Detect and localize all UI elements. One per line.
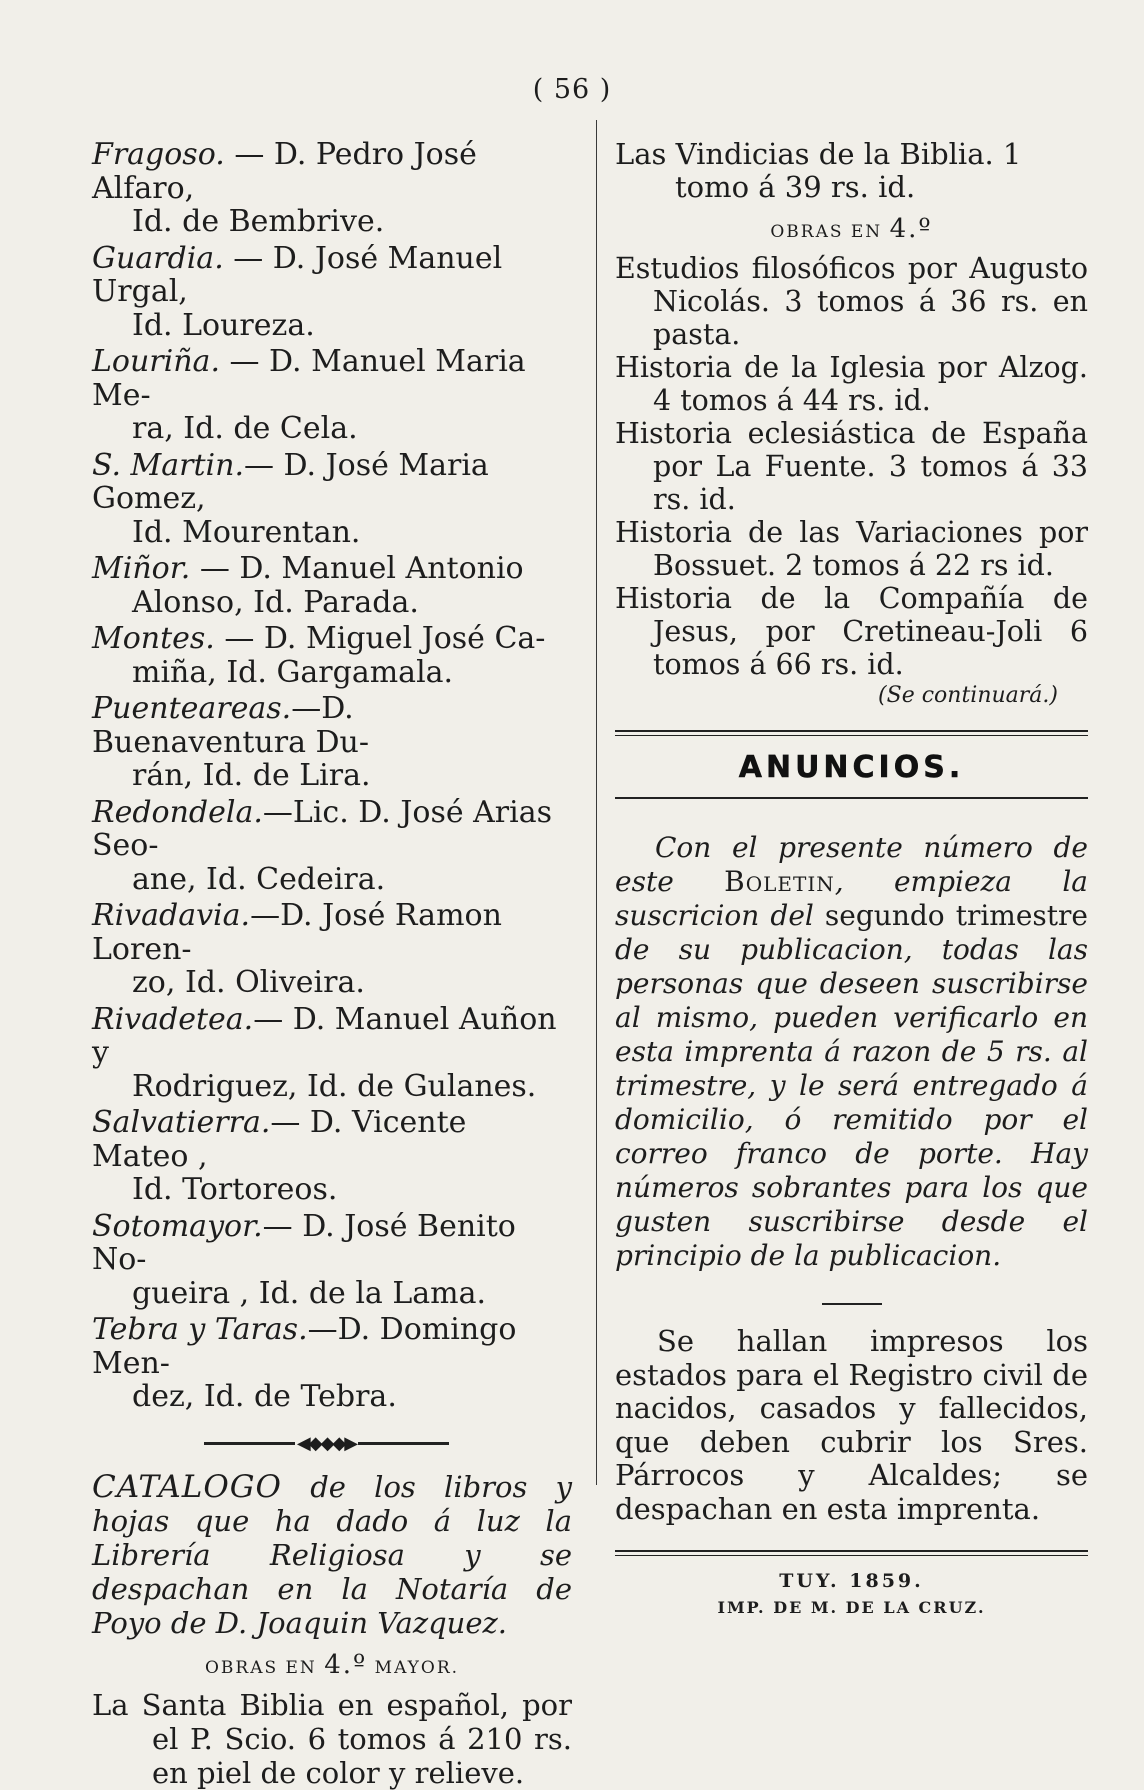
official-entry [92,622,572,689]
official-name: —D. Buenaventura Du- [92,691,370,760]
place-name: Louriña. [92,344,220,379]
left-column [92,138,572,1790]
book-item: Historia de la Compañía de Jesus, por Cretineau-Joli 6 tomos á 66 rs. id. [615,582,1088,681]
right-column [615,138,1088,1617]
notice-part4: de su publicacion, todas las personas que deseen suscribirse al mismo, pueden verificarlo en esta imprenta á razon de 5 rs. al trimestre, y le será entregado á domicilio, ó remitido por el correo franco de porte. Hay números sobrantes para los que gusten suscribirse desde el principio de la publicacion. [615,933,1088,1272]
official-name: — D. Pedro José Alfaro, [92,137,477,206]
official-entry [92,1210,572,1311]
imprint-city: TUY. 1859. [779,1570,924,1592]
double-rule [615,1550,1088,1556]
book-item: Historia de las Variaciones por Bossuet. 2 tomos á 22 rs id. [615,516,1088,582]
official-entry [92,449,572,550]
official-name: —Lic. D. José Arias Seo- [92,794,553,863]
official-name: — D. Manuel Auñon y [92,1001,557,1070]
place-name: Sotomayor. [92,1208,263,1244]
official-deputy: ra, Id. de Cela. [132,411,358,446]
official-deputy: Alonso, Id. Parada. [132,584,419,620]
official-deputy: rán, Id. de Lira. [132,758,371,793]
rule [615,797,1088,799]
continued-note: (Se continuará.) [878,683,1058,708]
officials-list [92,138,572,1414]
civil-registry-notice: Se hallan impresos los estados para el Registro civil de nacidos, casados y fallecidos, que deben cubrir los Sres. Párrocos y Alcaldes; se despachan en esta imprenta. [615,1324,1088,1526]
announcements-title: ANUNCIOS. [738,750,965,785]
place-name: Puenteareas. [92,691,292,726]
official-name: — D. Vicente Mateo , [92,1105,467,1174]
catalog-heading [92,1470,572,1640]
imprint-press: IMP. DE M. DE LA CRUZ. [717,1598,986,1617]
official-deputy: ane, Id. Cedeira. [132,861,386,897]
column-divider [596,120,597,1485]
official-entry [92,1313,572,1414]
notice-boletin: Boletin [724,865,835,898]
place-name: Redondela. [92,794,263,830]
section-head-small: OBRAS EN [204,1657,317,1678]
official-entry [92,345,572,446]
official-deputy: Id. Mourentan. [132,514,361,550]
official-entry [92,899,572,1000]
official-deputy: Id. de Bembrive. [132,204,385,239]
official-deputy: Id. Tortoreos. [132,1172,338,1207]
place-name: Guardia. [92,240,224,276]
section-head-tail: MAYOR. [374,1657,460,1678]
place-name: Rivadetea. [92,1001,254,1037]
notice-part1: Con el presente número de este [615,831,1088,898]
section-head-small: OBRAS EN [770,222,883,242]
catalog-entry: La Santa Biblia en español, por el P. Scio. 6 tomos á 210 rs. en piel de color y relieve. [92,1687,572,1790]
official-name: —D. José Ramon Loren- [92,898,502,967]
catalog-description: de los libros y hojas que ha dado á luz la Librería Religiosa y se despachan en la Notaría de Poyo de D. Joaquin Vazquez. [92,1469,572,1640]
official-name: — D. Manuel Antonio [190,551,524,586]
section-head-big: 4.º [324,1649,368,1680]
catalog-title: CATALOGO [92,1468,282,1505]
official-entry [92,692,572,793]
place-name: S. Martin. [92,447,245,483]
official-name: — D. José Manuel Urgal, [92,240,503,309]
right-section-head [615,214,1088,244]
place-name: Tebra y Taras. [92,1312,308,1347]
official-deputy: dez, Id. de Tebra. [132,1379,397,1414]
section-head-big: 4.º [889,214,933,244]
official-entry [92,796,572,897]
official-entry [92,138,572,239]
official-deputy: gueira , Id. de la Lama. [132,1275,487,1311]
official-entry [92,242,572,343]
official-entry [92,552,572,619]
catalog-section-head [92,1650,572,1680]
place-name: Miñor. [92,551,191,586]
official-name: — D. José Maria Gomez, [92,447,489,516]
catalog-intro-entry: Las Vindicias de la Biblia. 1 tomo á 39 rs. id. [615,137,1022,204]
notice-part2: , empieza la suscricion del [615,865,1088,932]
official-name: —D. Domingo Men- [92,1312,517,1381]
official-name: — D. Manuel Maria Me- [92,344,526,413]
official-name: — D. José Benito No- [92,1208,516,1277]
official-entry [92,1003,572,1104]
book-item: Historia eclesiástica de España por La Fuente. 3 tomos á 33 rs. id. [615,417,1088,516]
subscription-notice [615,831,1088,1273]
official-deputy: zo, Id. Oliveira. [132,965,365,1000]
official-deputy: Id. Loureza. [132,307,315,343]
place-name: Rivadavia. [92,898,251,933]
short-rule [822,1303,882,1305]
page-number: ( 56 ) [532,74,612,105]
place-name: Salvatierra. [92,1105,271,1140]
double-rule [615,730,1088,736]
book-list [615,252,1088,681]
book-item: Estudios filosóficos por Augusto Nicolás. 3 tomos á 36 rs. en pasta. [615,252,1088,351]
official-entry [92,1106,572,1207]
ornamental-separator: ◀◆◆◆▶ [204,1436,449,1452]
official-deputy: miña, Id. Gargamala. [132,654,454,690]
official-name: — D. Miguel José Ca- [214,621,546,656]
book-item: Historia de la Iglesia por Alzog. 4 tomos á 44 rs. id. [615,351,1088,417]
place-name: Montes. [92,621,215,656]
place-name: Fragoso. [92,137,225,172]
notice-part3: segundo trimestre [824,899,1088,932]
official-deputy: Rodriguez, Id. de Gulanes. [132,1068,537,1104]
